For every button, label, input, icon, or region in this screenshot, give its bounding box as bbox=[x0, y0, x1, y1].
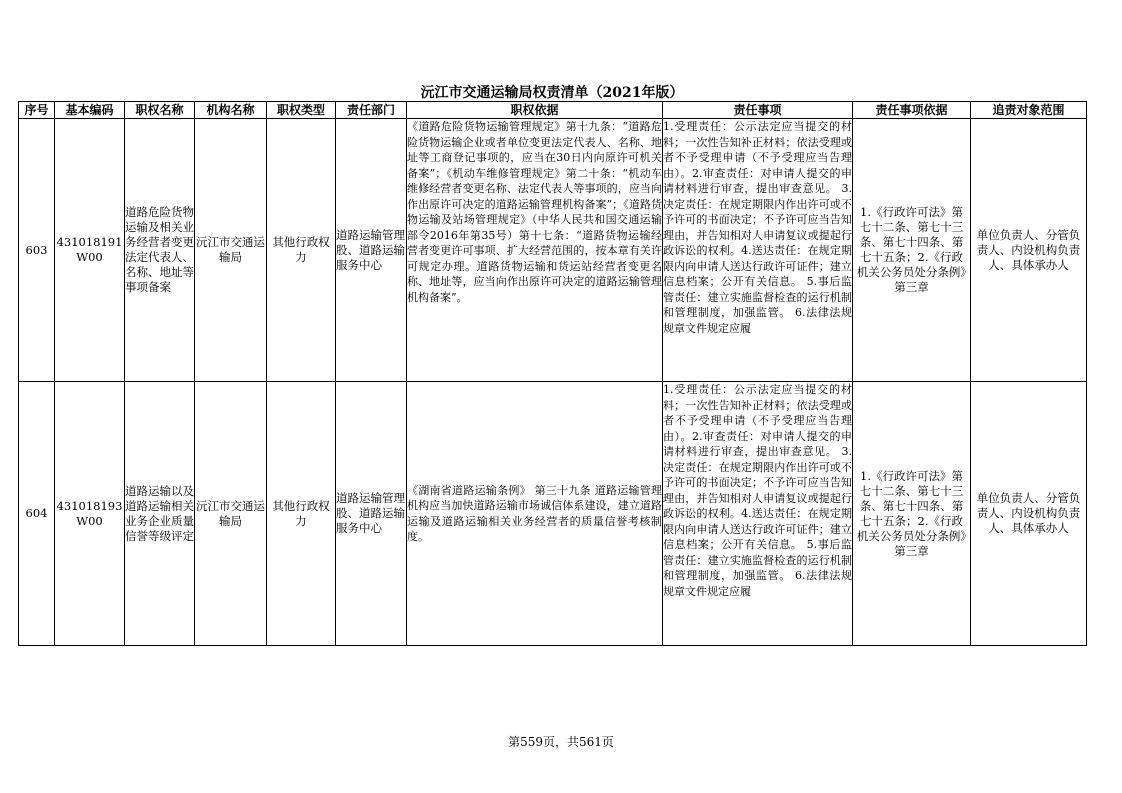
table-row bbox=[19, 119, 1087, 382]
page-number: 第559页，共561页 bbox=[508, 735, 614, 749]
table-row bbox=[19, 382, 1087, 646]
cell-accountable: 单位负责人、分管负责人、内设机构负责人、具体承办人 bbox=[971, 382, 1087, 646]
cell-seq: 604 bbox=[19, 382, 55, 646]
cell-dept: 道路运输管理股、道路运输服务中心 bbox=[336, 382, 407, 646]
header-seq: 序号 bbox=[19, 102, 55, 119]
cell-duty-basis: 1.《行政许可法》第七十二条、第七十三条、第七十四条、第七十五条；2.《行政机关公务员处分条例》第三章 bbox=[853, 119, 971, 382]
table-header-row bbox=[19, 102, 1087, 119]
header-org: 机构名称 bbox=[195, 102, 267, 119]
header-power-type: 职权类型 bbox=[267, 102, 336, 119]
cell-org: 沅江市交通运输局 bbox=[195, 382, 267, 646]
cell-duty: 1.受理责任：公示法定应当提交的材料；一次性告知补正材料；依法受理或者不予受理申请（不予受理应当告理由）。2.审查责任：对申请人提交的申请材料进行审查，提出审查意见。 3.决定责任：在规定期限内作出许可或不予许可的书面决定；不予许可应当告知理由，并告知相对人申请复议或提起行政诉讼的权利。4.送达责任：在规定期限内向申请人送达行政许可证件；建立信息档案；公开有关信息。 5.事后监管责任：建立实施监督检查的运行机制和管理制度，加强监管。 6.法律法规规章文件规定应履 bbox=[663, 382, 853, 646]
cell-basis: 《湖南省道路运输条例》 第三十九条 道路运输管理机构应当加快道路运输市场诚信体系建设，建立道路运输及道路运输相关业务经营者的质量信誉考核制度。 bbox=[407, 382, 663, 646]
cell-power-type: 其他行政权力 bbox=[267, 382, 336, 646]
header-accountable: 追责对象范围 bbox=[971, 102, 1087, 119]
cell-code: 431018191W00 bbox=[55, 119, 125, 382]
cell-org: 沅江市交通运输局 bbox=[195, 119, 267, 382]
cell-basis: 《道路危险货物运输管理规定》第十九条：“道路危险货物运输企业或者单位变更法定代表人、名称、地址等工商登记事项的，应当在30日内向原许可机关备案”；《机动车维修管理规定》第二十条：“机动车维修经营者变更名称、法定代表人等事项的，应当向作出原许可决定的道路运输管理机构备案”；《道路货物运输及站场管理规定》（中华人民共和国交通运输部令2016年第35号）第十七条：“道路货物运输经营者变更许可事项、扩大经营范围的，按本章有关许可规定办理。道路货物运输和货运站经营者变更名称、地址等，应当向作出原许可决定的道路运输管理机构备案”。 bbox=[407, 119, 663, 382]
cell-power-name: 道路运输以及道路运输相关业务企业质量信誉等级评定 bbox=[125, 382, 195, 646]
cell-duty: 1.受理责任：公示法定应当提交的材料；一次性告知补正材料；依法受理或者不予受理申请（不予受理应当告理由）。2.审查责任：对申请人提交的申请材料进行审查，提出审查意见。 3.决定责任：在规定期限内作出许可或不予许可的书面决定；不予许可应当告知理由，并告知相对人申请复议或提起行政诉讼的权利。4.送达责任：在规定期限内向申请人送达行政许可证件；建立信息档案；公开有关信息。 5.事后监管责任：建立实施监督检查的运行机制和管理制度，加强监管。 6.法律法规规章文件规定应履 bbox=[663, 119, 853, 382]
header-duty-basis: 责任事项依据 bbox=[853, 102, 971, 119]
cell-dept: 道路运输管理股、道路运输服务中心 bbox=[336, 119, 407, 382]
header-code: 基本编码 bbox=[55, 102, 125, 119]
document-title: 沅江市交通运输局权责清单（2021年版） bbox=[420, 85, 684, 101]
cell-code: 431018193W00 bbox=[55, 382, 125, 646]
cell-accountable: 单位负责人、分管负责人、内设机构负责人、具体承办人 bbox=[971, 119, 1087, 382]
cell-power-type: 其他行政权力 bbox=[267, 119, 336, 382]
header-dept: 责任部门 bbox=[336, 102, 407, 119]
responsibility-table bbox=[18, 101, 1087, 646]
header-power-name: 职权名称 bbox=[125, 102, 195, 119]
header-basis: 职权依据 bbox=[407, 102, 663, 119]
cell-power-name: 道路危险货物运输及相关业务经营者变更法定代表人、名称、地址等事项备案 bbox=[125, 119, 195, 382]
cell-duty-basis: 1.《行政许可法》第七十二条、第七十三条、第七十四条、第七十五条；2.《行政机关公务员处分条例》第三章 bbox=[853, 382, 971, 646]
header-duty: 责任事项 bbox=[663, 102, 853, 119]
cell-seq: 603 bbox=[19, 119, 55, 382]
